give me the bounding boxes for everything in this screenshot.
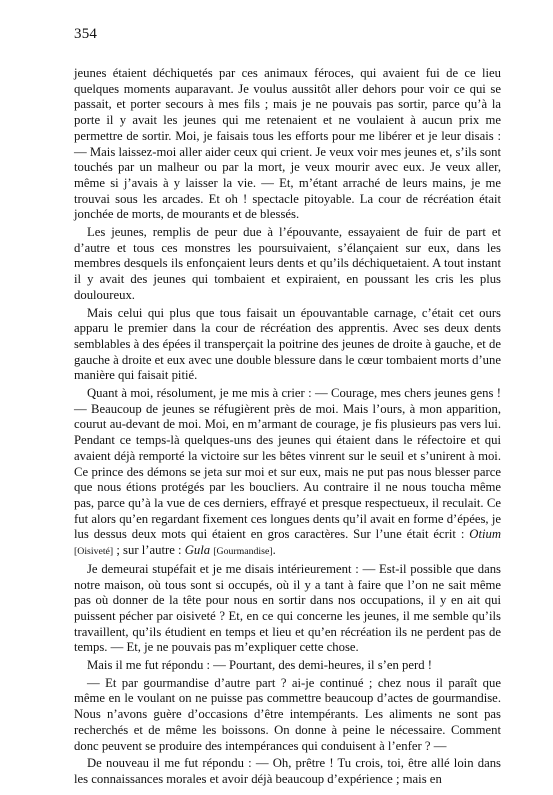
inscription-word-otium: Otium (469, 527, 501, 542)
inscription-gloss-gourmandise: [Gourmandise] (213, 546, 273, 558)
inscription-gloss-oisivete: [Oisiveté] (74, 546, 114, 558)
paragraph: Mais il me fut répondu : — Pourtant, des demi-heures, il s’en perd ! (87, 658, 432, 673)
paragraph: jeunes étaient déchiquetés par ces animaux féroces, qui avaient fui de ce lieu quelques moments auparavant. Je voulus aussitôt aller dehors pour voir ce qui se passait, et porter secours à mes fils ; mais je ne pouvais pas sortir, parce qu’à la porte il y avait les jeunes qui me retenaient et ne voulaient à aucun prix me permettre de sortir. Moi, je faisais tous les efforts pour me libérer et je leur disais : — Mais laissez-moi aller aider ceux qui crient. Je veux voir mes jeunes et, s’ils sont touchés par un malheur ou par la mort, je veux mourir avec eux. Je veux aller, même si j’avais à y laisser la vie. — Et, m’étant arraché de leurs mains, je me trouvai sous les arcades. Et oh ! spectacle pitoyable. La cour de récréation était jonchée de morts, de mourants et de blessés. (74, 66, 501, 222)
paragraph: De nouveau il me fut répondu : — Oh, prêtre ! Tu crois, toi, être allé loin dans les connaissances morales et avoir déjà beaucoup d’expérience ; mais en (74, 756, 501, 786)
body-text (74, 66, 501, 788)
inscription-word-gula: Gula (184, 543, 211, 558)
inscription-separator: ; sur l’autre : (116, 543, 182, 558)
paragraph: Mais celui qui plus que tous faisait un épouvantable carnage, c’était cet ours apparu le premier dans la cour de récréation des apprentis. Avec ses deux dents semblables à des épées il transperçait la poitrine des jeunes de droite à gauche, et de gauche à droite et eux avec une double blessure dans le cœur tombaient morts d’une manière qui faisait pitié. (74, 305, 501, 383)
paragraph-text: Quant à moi, résolument, je me mis à crier : — Courage, mes chers jeunes gens ! — Beaucoup de jeunes se réfugièrent près de moi. Mais l’ours, à mon apparition, courut au-devant de moi. Moi, en m’armant de courage, je fis plusieurs pas vers lui. Pendant ce temps-là quelques-uns des jeunes qui étaient dans le réfectoire et qui avaient déjà remporté la victoire sur les bêtes vinrent sur le seuil et s’unirent à moi. Ce prince des démons se jeta sur moi et sur eux, mais ne put pas nous blesser parce que nous étions protégés par les boucliers. Au contraire il ne nous toucha même pas, parce qu’à la vue de ces derniers, effrayé et presque respectueux, il reculait. Ce fut alors qu’en regardant fixement ces longues dents qu’il avait en forme d’épées, je lus dessus deux mots qui étaient en gros caractères. Sur l’une était écrit : (74, 386, 501, 542)
inscription-end: . (272, 543, 276, 558)
paragraph (74, 386, 501, 560)
paragraph: — Et par gourmandise d’autre part ? ai-je continué ; chez nous il paraît que même en le voulant on ne puisse pas commettre beaucoup d’actes de gourmandise. Nous n’avons guère d’occasions d’être intempérants. Les aliments ne sont pas recherchés et de même les boissons. On donne à peine le nécessaire. Comment donc peuvent se produire des intempérances qui conduisent à l’enfer ? — (74, 675, 501, 753)
page-number: 354 (74, 26, 98, 42)
paragraph: Je demeurai stupéfait et je me disais intérieurement : — Est-il possible que dans notre maison, où tous sont si occupés, où il y a tant à faire que l’on ne sait même pas où donner de la tête pour nous en sortir dans nos occupations, il y en ait qui puissent pécher par oisiveté ? Et, en ce qui concerne les jeunes, il me semble qu’ils travaillent, qu’ils étudient en temps et lieu et qu’en récréation ils ne perdent pas de temps. — Et, je ne pouvais pas m’expliquer cette chose. (74, 561, 501, 655)
paragraph: Les jeunes, remplis de peur due à l’épouvante, essayaient de fuir de part et d’autre et tous ces monstres les poursuivaient, s’élançaient sur eux, dans les membres desquels ils enfonçaient leurs dents et qu’ils déchiquetaient. A tout instant il y avait des jeunes qui tombaient et expiraient, en poussant les cris les plus douloureux. (74, 225, 501, 302)
